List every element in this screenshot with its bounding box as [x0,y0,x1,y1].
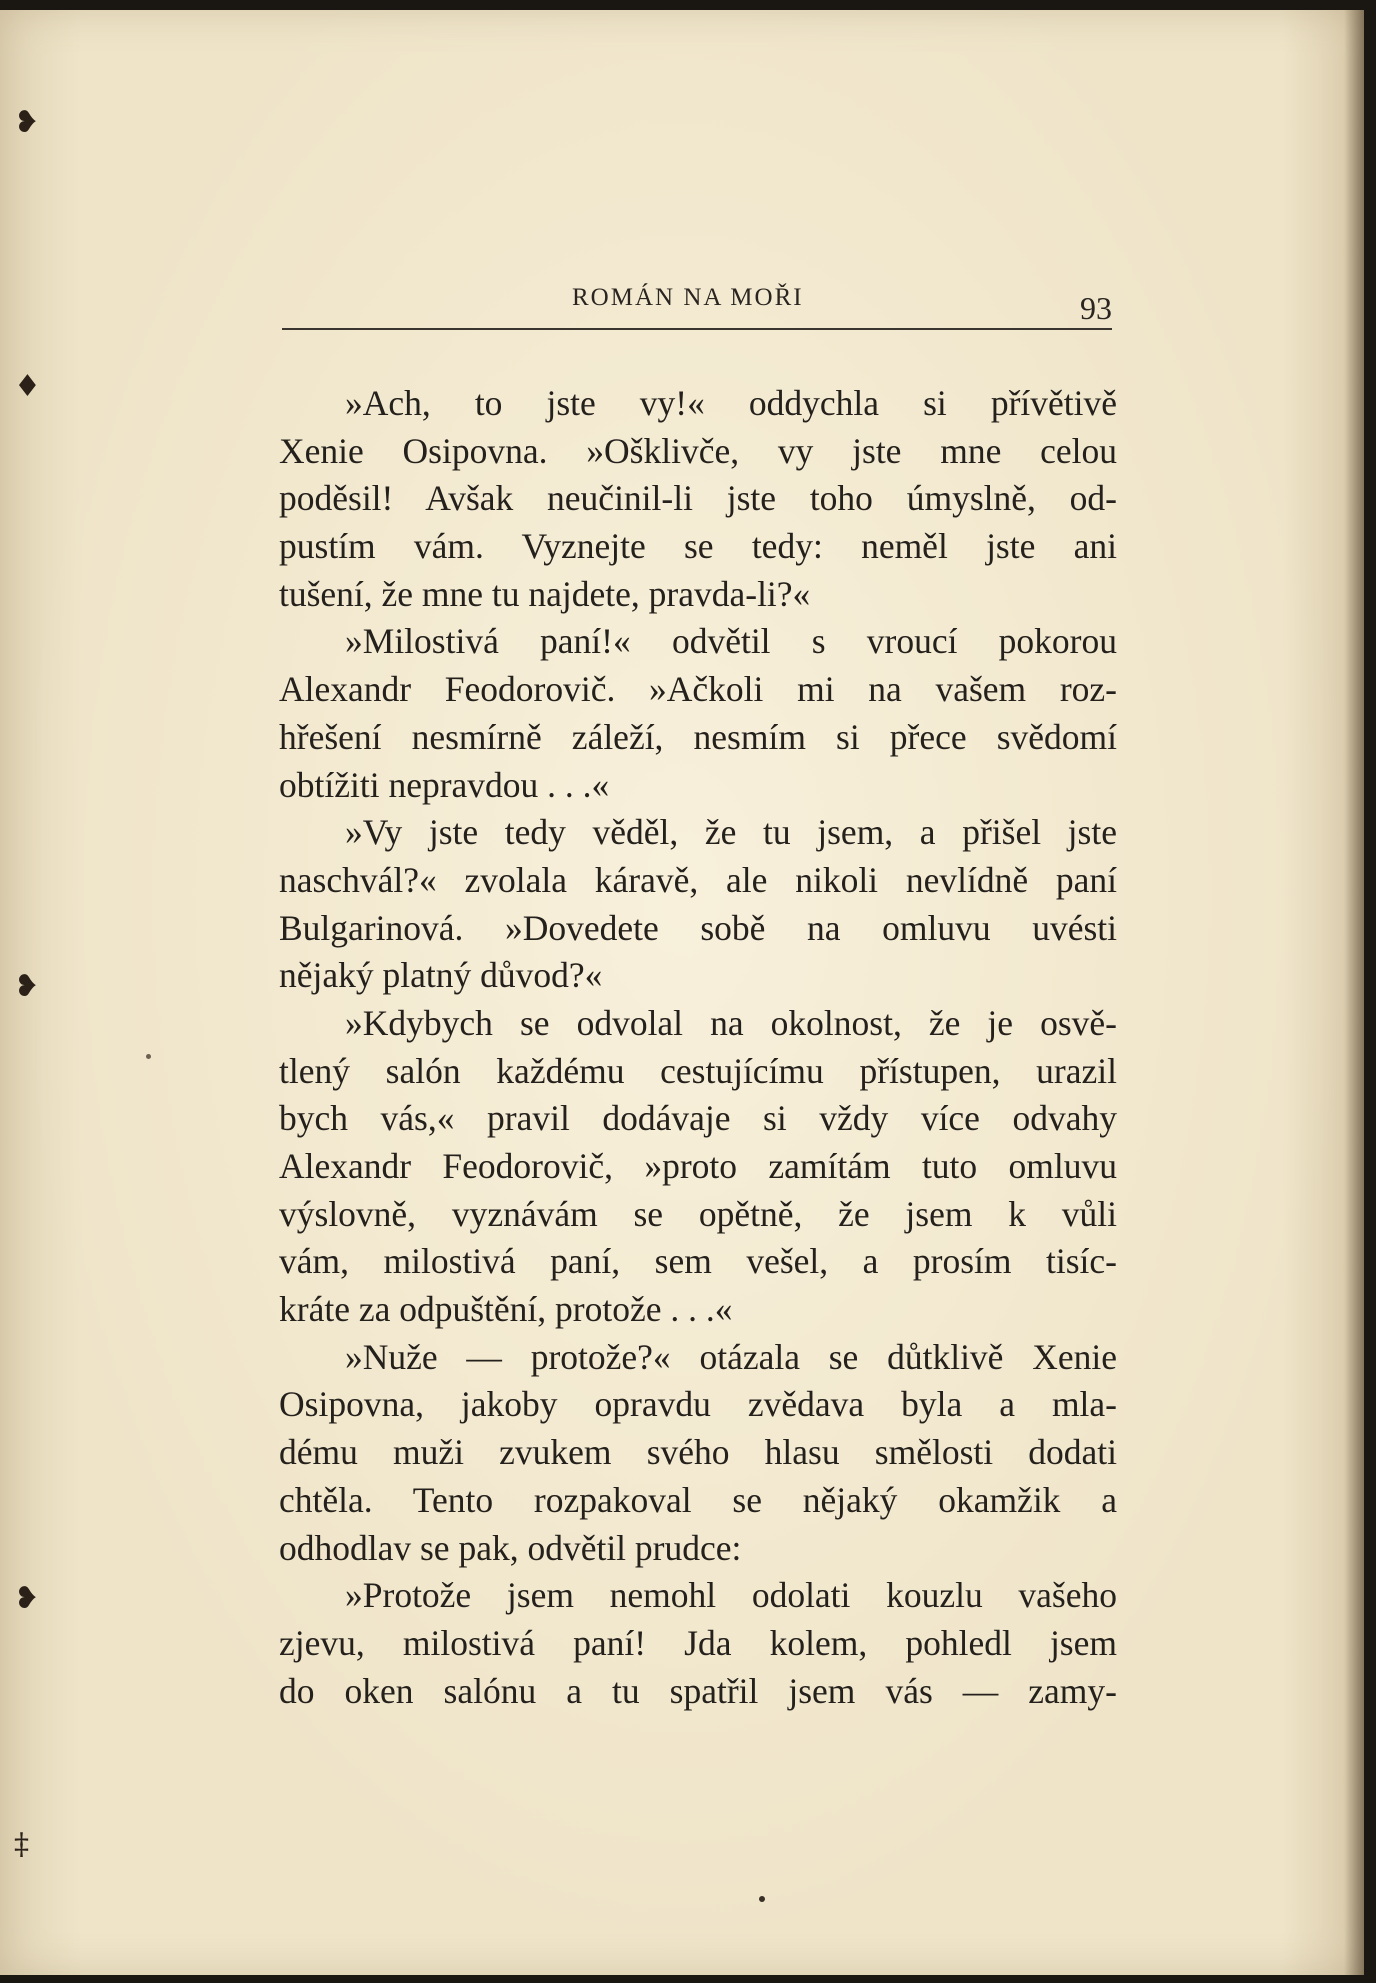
text-line: »Nuže — protože?« otázala se důtklivě Xenie [345,1336,1117,1377]
binding-thread-mark: ♦ [14,369,41,404]
text-line: tlený salón každému cestujícímu přístupen, urazil [279,1050,1117,1091]
text-line: chtěla. Tento rozpakoval se nějaký okamžik a [279,1479,1117,1520]
text-line: vám, milostivá paní, sem vešel, a prosím tisíc- [279,1241,1117,1282]
text-line: Xenie Osipovna. »Ošklivče, vy jste mne celou [279,430,1117,471]
text-line: Osipovna, jakoby opravdu zvědava byla a mla- [279,1384,1117,1425]
text-line: »Milostivá paní!« odvětil s vroucí pokorou [345,621,1117,662]
body-text [279,380,1117,1715]
running-header [282,274,1112,334]
text-line: bych vás,« pravil dodávaje si vždy více odvahy [279,1098,1117,1139]
book-page [0,10,1364,1975]
text-line: »Kdybych se odvolal na okolnost, že je osvě- [345,1002,1117,1043]
text-line: výslovně, vyznávám se opětně, že jsem k vůli [279,1193,1117,1234]
text-line: Alexandr Feodorovič, »proto zamítám tuto omluvu [279,1146,1117,1186]
text-line: »Protože jsem nemohl odolati kouzlu vašeho [345,1575,1117,1616]
text-line: naschvál?« zvolala káravě, ale nikoli nevlídně paní [279,859,1117,900]
text-line: obtížiti nepravdou . . .« [279,764,610,805]
page-edge-shadow [1344,10,1364,1975]
text-line: tušení, že mne tu najdete, pravda-li?« [279,573,811,614]
text-line: zjevu, milostivá paní! Jda kolem, pohledl jsem [279,1622,1117,1663]
text-line: hřešení nesmírně záleží, nesmím si přece svědomí [279,716,1117,757]
binding-thread-mark: ‡ [14,1827,29,1862]
text-line: kráte za odpuštění, protože . . .« [279,1289,733,1330]
header-rule [282,328,1112,330]
binding-thread-mark: ❥ [14,105,40,140]
text-line: do oken salónu a tu spatřil jsem vás — zamy- [279,1670,1117,1711]
paper-speck [146,1054,151,1059]
text-line: »Ach, to jste vy!« oddychla si přívětivě [345,383,1117,423]
text-line: »Vy jste tedy věděl, že tu jsem, a přišel jste [345,812,1117,853]
text-line: Bulgarinová. »Dovedete sobě na omluvu uvésti [279,907,1117,948]
text-line: poděsil! Avšak neučinil-li jste toho úmyslně, od- [279,478,1117,519]
binding-thread-mark: ❥ [14,1581,40,1616]
text-line: pustím vám. Vyznejte se tedy: neměl jste ani [279,526,1117,567]
running-title: ROMÁN NA MOŘI [572,284,804,311]
text-line: dému muži zvukem svého hlasu smělosti dodati [279,1432,1117,1473]
text-line: Alexandr Feodorovič. »Ačkoli mi na vašem roz- [279,669,1117,710]
text-line: odhodlav se pak, odvětil prudce: [279,1527,742,1568]
page-number: 93 [1080,290,1112,326]
text-line: nějaký platný důvod?« [279,955,603,996]
binding-thread-mark: ❥ [14,969,40,1004]
paper-speck [759,1896,765,1902]
